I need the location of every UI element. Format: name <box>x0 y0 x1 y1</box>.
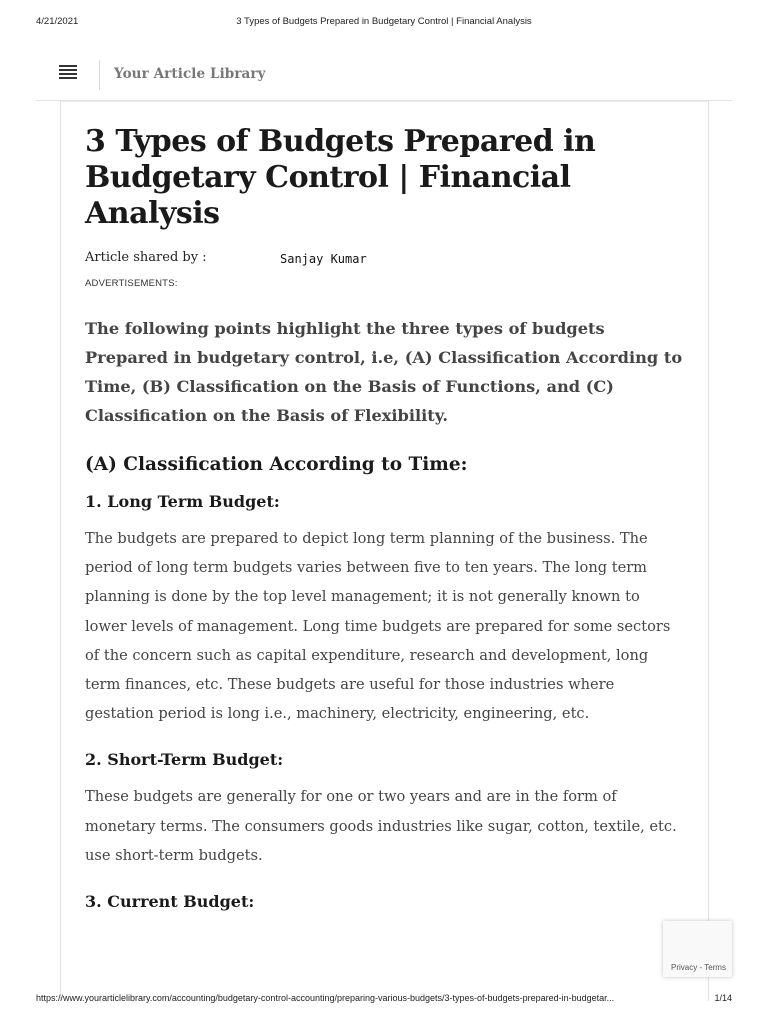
print-page-title: 3 Types of Budgets Prepared in Budgetary Control | Financial Analysis <box>236 16 532 27</box>
article-intro: The following points highlight the three types of budgets Prepared in budgetary control, i.e, (A) Classification According to Time, (B) Classification on the Basis of Functions, and (C) Classification on the Basis of Flexibility. <box>85 319 683 425</box>
article-content <box>85 124 685 914</box>
site-logo-link[interactable]: Your Article Library <box>114 66 266 82</box>
site-header <box>36 50 732 101</box>
recaptcha-badge[interactable] <box>663 921 732 977</box>
byline-label: Article shared by : <box>85 250 207 265</box>
subheading-short-term-budget: 2. Short-Term Budget: <box>85 750 284 770</box>
byline <box>85 250 685 270</box>
recaptcha-privacy-terms-links[interactable]: Privacy - Terms <box>671 963 726 972</box>
paragraph-short-term-budget: These budgets are generally for one or two years and are in the form of monetary terms. The consumers goods industries like sugar, cotton, textile, etc. use short-term budgets. <box>85 788 677 864</box>
paragraph-long-term-budget: The budgets are prepared to depict long term planning of the business. The period of long term budgets varies between five to ten years. The long term planning is done by the top level management; it is not generally known to lower levels of management. Long time budgets are prepared for some sectors of the concern such as capital expenditure, research and development, long term finances, etc. These budgets are useful for those industries where gestation period is long i.e., machinery, electricity, engineering, etc. <box>85 530 671 723</box>
print-url: https://www.yourarticlelibrary.com/accounting/budgetary-control-accounting/preparing-various-budgets/3-types-of-budgets-prepared-in-budgetar... <box>36 993 615 1003</box>
advertisements-label: ADVERTISEMENTS: <box>85 278 178 289</box>
page-number: 1/14 <box>714 993 732 1003</box>
print-footer <box>0 993 768 1007</box>
article-title: 3 Types of Budgets Prepared in Budgetary Control | Financial Analysis <box>85 124 596 231</box>
subheading-current-budget: 3. Current Budget: <box>85 892 255 912</box>
section-heading-a: (A) Classification According to Time: <box>85 454 468 475</box>
subheading-long-term-budget: 1. Long Term Budget: <box>85 492 280 511</box>
header-divider <box>99 60 100 90</box>
author-name[interactable]: Sanjay Kumar <box>280 252 367 266</box>
hamburger-menu-icon[interactable] <box>59 65 77 79</box>
print-header <box>0 16 768 32</box>
print-date: 4/21/2021 <box>36 16 79 27</box>
article-card <box>60 101 709 1001</box>
